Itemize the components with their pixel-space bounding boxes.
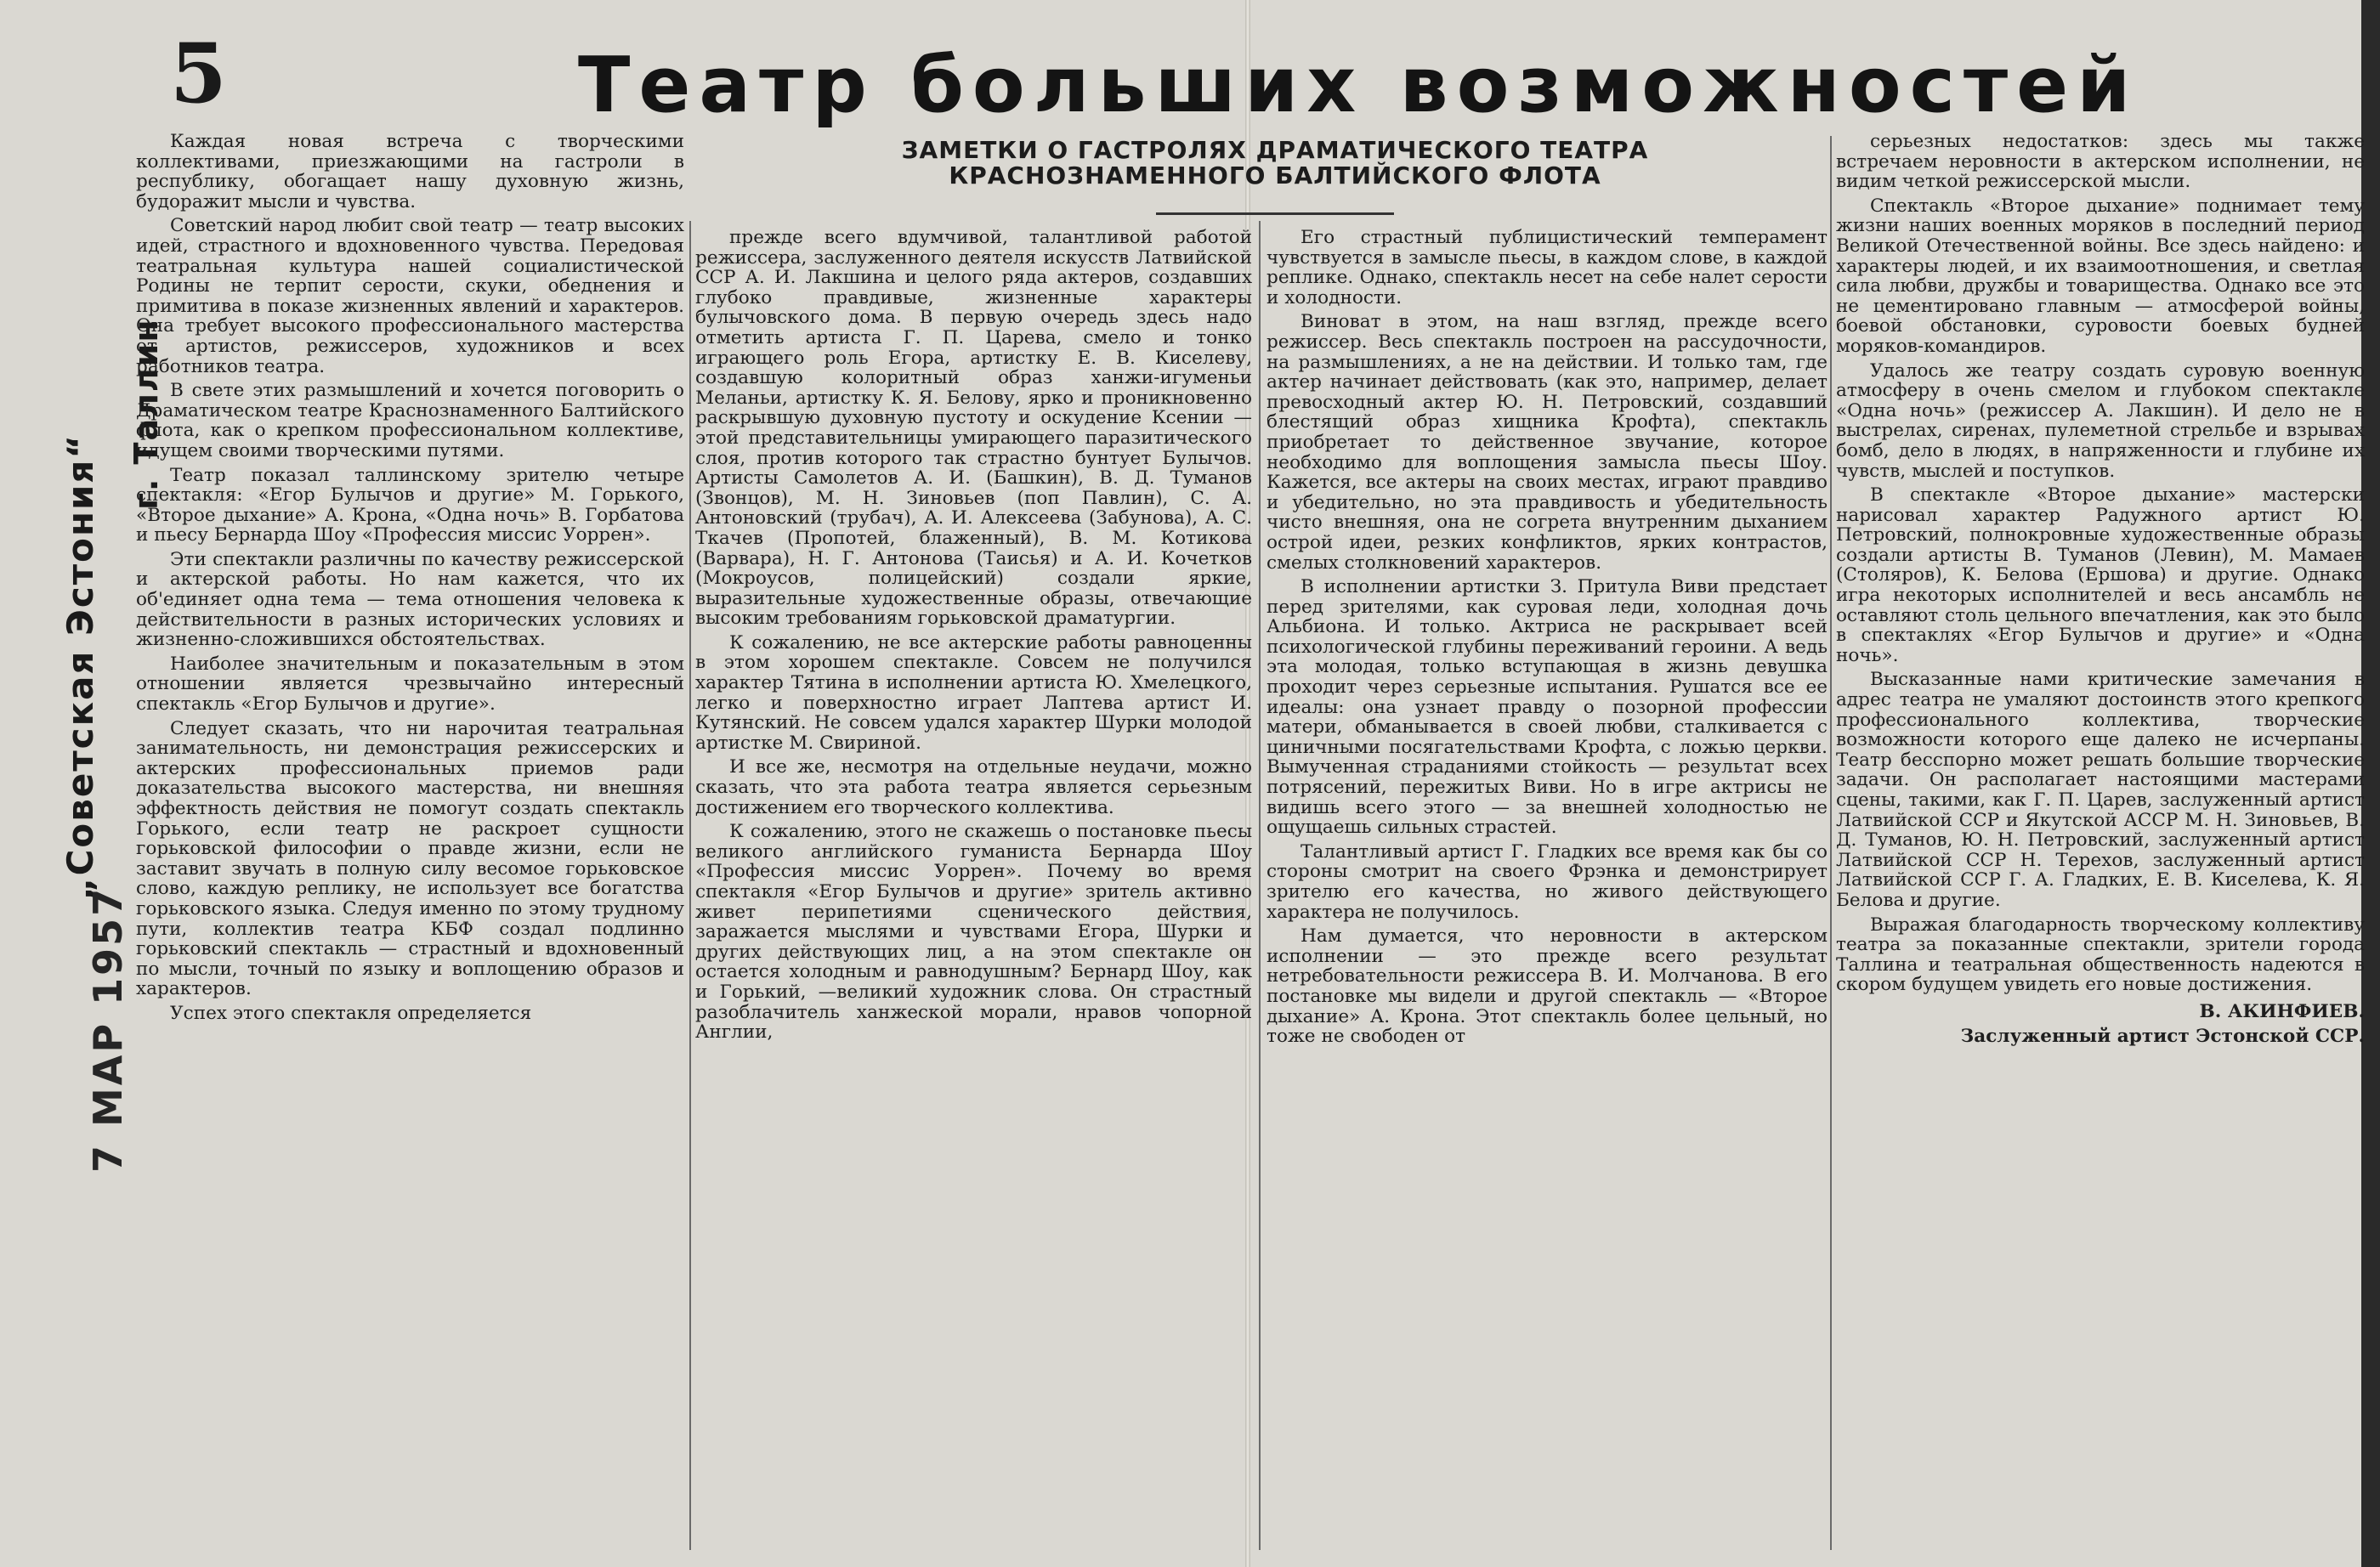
article-paragraph: Спектакль «Второе дыхание» поднимает тему жизни наших военных моряков в последний период Великой Отечественной войны. Все здесь найдено: и характеры людей, и их взаимоотношения, и светлая сила любви, дружбы и товарищества. Однако все это не цементировано главным — атмосферой войны, боевой обстановки, суровости боевых будней моряков-командиров. [1836,195,2365,357]
article-paragraph: Талантливый артист Г. Гладких все время как бы со стороны смотрит на своего Фрэнка и демонстрирует зрителю его качества, но живого действующего характера не получилось. [1266,840,1828,923]
author-name: В. АКИНФИЕВ. [2199,1000,2365,1022]
article-paragraph: В спектакле «Второе дыхание» мастерски нарисовал характер Радужного артист Ю. Петровский, полнокровные художественные образы создали артисты В. Туманов (Левин), М. Мамаев (Столяров), К. Белова (Ершова) и другие. Однако игра некоторых исполнителей и весь ансамбль не оставляют столь цельного впечатления, как это было в спектаклях «Егор Булычов и другие» и «Одна ночь». [1836,484,2365,666]
article-paragraph: Удалось же театру создать суровую военную атмосферу в очень смелом и глубоком спектакле «Одна ночь» (режиссер А. Лакшин). И дело не в выстрелах, сиренах, пулеметной стрельбе и взрывах бомб, дело в людях, в напряженности и глубине их чувств, мыслей и поступков. [1836,359,2365,482]
article-paragraph: В исполнении артистки З. Притула Виви предстает перед зрителями, как суровая леди, холодная дочь Альбиона. И только. Актриса не раскрывает всей психологической глубины переживаний героини. А ведь эта молодая, только вступающая в жизнь девушка проходит через серьезные испытания. Рушатся все ее идеалы: она узнает правду о позорной профессии матери, обманывается в своей любви, сталкивается с циничными посягательствами Крофта, с ложью церкви. Вымученная страданиями стойкость — результат всех потрясений, пережитых Виви. Но в игре актрисы не видишь всего этого — за внешней холодностью не ощущаешь сильных страстей. [1266,576,1828,839]
article-headline: Театр больших возможностей [578,41,2139,130]
article-paragraph: В свете этих размышлений и хочется поговорить о Драматическом театре Краснознаменного Балтийского флота, как о крепком профессиональном коллективе, идущем своими творческими путями. [136,380,684,461]
article-paragraph: Нам думается, что неровности в актерском исполнении — это прежде всего результат нетребовательности режиссера В. И. Молчанова. В его постановке мы видели и другой спектакль — «Второе дыхание» А. Крона. Этот спектакль более цельный, но тоже не свободен от [1266,925,1828,1048]
column-4-body [1836,132,2365,995]
newspaper-masthead: „Советская Эстония“ [60,433,101,901]
subheading-line: КРАСНОЗНАМЕННОГО БАЛТИЙСКОГО ФЛОТА [949,161,1601,190]
article-paragraph: Виноват в этом, на наш взгляд, прежде всего режиссер. Весь спектакль построен на рассудочности, на размышлениях, а не на действии. И только там, где актер начинает действовать (как это, например, делает превосходный актер Ю. Н. Петровский, создавший блестящий образ хищника Крофта), спектакль приобретает то действенное звучание, которое необходимо для воплощения замысла пьесы Шоу. Кажется, все актеры на своих местах, играют правдиво и убедительно, но эта правдивость и убедительность чисто внешняя, она не согрета внутренним дыханием острой идеи, резких конфликтов, ярких контрастов, смелых столкновений характеров. [1266,311,1828,574]
date-stamp: 7 МАР 1957 [85,885,131,1173]
column-rule [1259,221,1261,1550]
article-paragraph: серьезных недостатков: здесь мы также встречаем неровности в актерском исполнении, не видим четкой режиссерской мысли. [1836,132,2365,193]
city-label: г. Таллин [128,318,165,510]
article-paragraph: Наиболее значительным и показательным в этом отношении является чрезвычайно интересный спектакль «Егор Булычов и другие». [136,653,684,716]
article-paragraph: К сожалению, не все актерские работы равноценны в этом хорошем спектакле. Совсем не получился характер Тятина в исполнении артиста Ю. Хмелецкого, легко и поверхностно играет Лаптева артист И. Кутянский. Не совсем удался характер Шурки молодой артистке М. Свириной. [695,631,1252,754]
author-title: Заслуженный артист Эстонской ССР. [1960,1025,2365,1047]
article-paragraph: Эти спектакли различны по качеству режиссерской и актерской работы. Но нам кажется, что их об'единяет одна тема — тема отношения человека к действительности в разных исторических условиях и жизненно-сложившихся обстоятельствах. [136,548,684,651]
subheading-line: ЗАМЕТКИ О ГАСТРОЛЯХ ДРАМАТИЧЕСКОГО ТЕАТРА [901,136,1649,164]
article-paragraph: К сожалению, этого не скажешь о постановке пьесы великого английского гуманиста Бернарда Шоу «Профессия миссис Уоррен». Почему во время спектакля «Егор Булычов и другие» зритель активно живет перипетиями сценического действия, заражается мыслями и чувствами Егора, Шурки и других действующих лиц, а на этом спектакле он остается холодным и равнодушным? Бернард Шоу, как и Горький, —великий художник слова. Он страстный разоблачитель ханжеской морали, нравов чопорной Англии, [695,821,1252,1044]
article-paragraph: И все же, несмотря на отдельные неудачи, можно сказать, что эта работа театра является серьезным достижением его творческого коллектива. [695,756,1252,818]
article-paragraph: Каждая новая встреча с творческими коллективами, приезжающими на гастроли в республику, обогащает нашу духовную жизнь, будоражит мысли и чувства. [136,132,684,212]
article-paragraph: Успех этого спектакля определяется [170,1002,532,1024]
article-column-1 [136,132,684,1560]
article-paragraph: Выражая благодарность творческому коллективу театра за показанные спектакли, зрители города Таллина и театральная общественность надеются в скором будущем увидеть его новые достижения. [1836,914,2365,996]
article-column-3 [1266,228,1828,1560]
column-rule [1830,136,1832,1550]
subheading-rule [1156,212,1394,215]
article-paragraph: Его страстный публицистический темперамент чувствуется в замысле пьесы, в каждом слове, в каждой реплике. Однако, спектакль несет на себе налет серости и холодности. [1266,228,1828,308]
article-paragraph: Советский народ любит свой театр — театр высоких идей, страстного и вдохновенного чувства. Передовая театральная культура нашей социалистической Родины не терпит серости, скуки, обеднения и примитива в показе жизненных явлений и характеров. Она требует высокого профессионального мастерства от артистов, режиссеров, художников и всех работников театра. [136,215,684,377]
article-column-4 [1836,132,2365,1560]
column-rule [689,221,691,1550]
page-number: 5 [170,25,227,122]
article-paragraph: Следует сказать, что ни нарочитая театральная занимательность, ни демонстрация режиссерских и актерских профессиональных приемов ради доказательства высокого мастерства, ни внешняя эффектность действия не помогут создать спектакль Горького, если театр не раскроет сущности горьковской философии о правде жизни, если не заставит звучать в полную силу весомое горьковское слово, каждую реплику, не использует все богатства горьковского языка. Следуя именно по этому трудному пути, коллектив театра КБФ создал подлинно горьковский спектакль — страстный и вдохновенный по мысли, точный по языку и воплощению образов и характеров. [136,717,684,1000]
article-subheading [816,138,1734,189]
article-paragraph: прежде всего вдумчивой, талантливой работой режиссера, заслуженного деятеля искусств Латвийской ССР А. И. Лакшина и целого ряда актеров, создавших глубоко правдивые, жизненные характеры булычовского дома. В первую очередь здесь надо отметить артиста Г. П. Царева, смело и тонко играющего роль Егора, артистку Е. В. Киселеву, создавшую колоритный образ ханжи-игуменьи Меланьи, артистку К. Я. Белову, ярко и проникновенно раскрывшую духовную пустоту и оскудение Ксении — этой представительницы умирающего паразитического слоя, против которого так страстно бунтует Булычов. Артисты Самолетов А. И. (Башкин), В. Д. Туманов (Звонцов), М. Н. Зиновьев (поп Павлин), С. А. Антоновский (трубач), А. И. Алексеева (Забунова), А. С. Ткачев (Пропотей, блаженный), В. М. Котикова (Варвара), Н. Г. Антонова (Таисья) и А. И. Кочетков (Мокроусов, полицейский) создали яркие, выразительные художественные образы, отвечающие высоким требованиям горьковской драматургии. [695,228,1252,630]
article-paragraph: Театр показал таллинскому зрителю четыре спектакля: «Егор Булычов и другие» М. Горького, «Второе дыхание» А. Крона, «Одна ночь» В. Горбатова и пьесу Бернарда Шоу «Профессия миссис Уоррен». [136,464,684,546]
article-paragraph: Высказанные нами критические замечания в адрес театра не умаляют достоинств этого крепкого профессионального коллектива, творческие возможности которого еще далеко не исчерпаны. Театр бесспорно может решать большие творческие задачи. Он располагает настоящими мастерами сцены, такими, как Г. П. Царев, заслуженный артист Латвийской ССР и Якутской АССР М. Н. Зиновьев, В. Д. Туманов, Ю. Н. Петровский, заслуженный артист Латвийской ССР Н. Терехов, заслуженный артист Латвийской ССР Г. А. Гладких, Е. В. Киселева, К. Я. Белова и другие. [1836,669,2365,911]
article-column-2 [695,228,1252,1560]
